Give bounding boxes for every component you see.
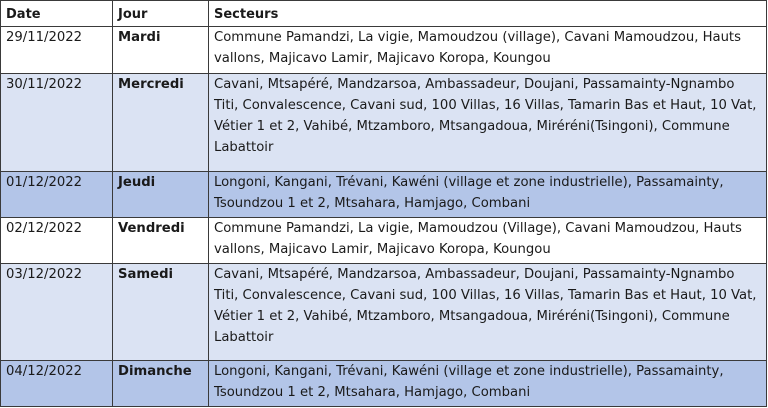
date-cell: 02/12/2022 <box>1 218 113 264</box>
header-jour: Jour <box>113 1 209 27</box>
date-cell: 03/12/2022 <box>1 264 113 361</box>
sectors-cell: Cavani, Mtsapéré, Mandzarsoa, Ambassadeur, Doujani, Passamainty-Ngnambo Titi, Convalescence, Cavani sud, 100 Villas, 16 Villas, Tamarin Bas et Haut, 10 Vat, Vétier 1 et 2, Vahibé, Mtzamboro, Mtsangadoua, Miréréni(Tsingoni), Commune Labattoir <box>209 264 767 361</box>
day-cell: Samedi <box>113 264 209 361</box>
sectors-cell: Longoni, Kangani, Trévani, Kawéni (village et zone industrielle), Passamainty, Tsoundzou 1 et 2, Mtsahara, Hamjago, Combani <box>209 172 767 218</box>
day-cell: Dimanche <box>113 361 209 407</box>
sectors-cell: Commune Pamandzi, La vigie, Mamoudzou (Village), Cavani Mamoudzou, Hauts vallons, Majicavo Lamir, Majicavo Koropa, Koungou <box>209 218 767 264</box>
day-cell: Mardi <box>113 27 209 74</box>
date-cell: 29/11/2022 <box>1 27 113 74</box>
date-cell: 04/12/2022 <box>1 361 113 407</box>
table-row <box>1 264 767 361</box>
sectors-cell: Longoni, Kangani, Trévani, Kawéni (village et zone industrielle), Passamainty, Tsoundzou 1 et 2, Mtsahara, Hamjago, Combani <box>209 361 767 407</box>
day-cell: Vendredi <box>113 218 209 264</box>
sectors-cell: Cavani, Mtsapéré, Mandzarsoa, Ambassadeur, Doujani, Passamainty-Ngnambo Titi, Convalescence, Cavani sud, 100 Villas, 16 Villas, Tamarin Bas et Haut, 10 Vat, Vétier 1 et 2, Vahibé, Mtzamboro, Mtsangadoua, Miréréni(Tsingoni), Commune Labattoir <box>209 74 767 172</box>
table-row <box>1 27 767 74</box>
header-secteurs: Secteurs <box>209 1 767 27</box>
table-row <box>1 361 767 407</box>
header-date: Date <box>1 1 113 27</box>
table-row <box>1 74 767 172</box>
header-row <box>1 1 767 27</box>
day-cell: Mercredi <box>113 74 209 172</box>
date-cell: 01/12/2022 <box>1 172 113 218</box>
table-row <box>1 172 767 218</box>
day-cell: Jeudi <box>113 172 209 218</box>
date-cell: 30/11/2022 <box>1 74 113 172</box>
table-row <box>1 218 767 264</box>
sectors-cell: Commune Pamandzi, La vigie, Mamoudzou (village), Cavani Mamoudzou, Hauts vallons, Majicavo Lamir, Majicavo Koropa, Koungou <box>209 27 767 74</box>
